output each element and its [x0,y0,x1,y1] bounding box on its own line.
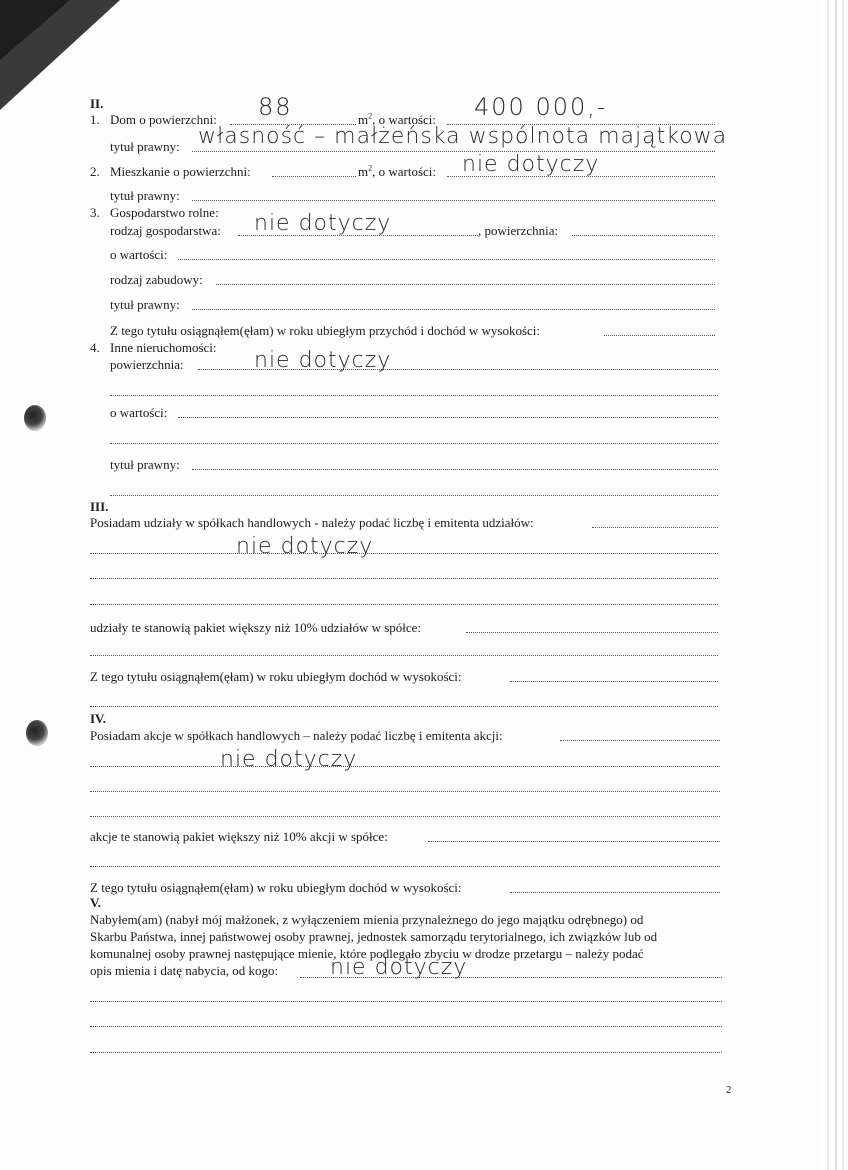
flat-area-dots [272,176,356,177]
shares-dots-2 [90,553,718,554]
stock-dots-1 [560,740,720,741]
acquisition-dots-3 [90,1026,722,1027]
flat-area-label: Mieszkanie o powierzchni: [110,164,251,179]
shares-value: nie dotyczy [236,534,374,559]
item-1-number: 1. [90,112,100,127]
other-title-label: tytuł prawny: [110,457,180,472]
stock-package-dots [428,841,720,842]
house-value: 400 000,- [474,93,608,121]
house-area-value: 88 [258,93,293,121]
acquisition-line-1: Nabyłem(am) (nabył mój małżonek, z wyłączeniem mienia przynależnego do jego majątku odrębnego) od [90,912,644,927]
stock-income-dots [510,892,720,893]
farm-label: Gospodarstwo rolne: [110,205,219,220]
other-area-dots-2 [110,395,718,396]
house-title-label: tytuł prawny: [110,139,180,154]
shares-dots-3 [90,578,718,579]
shares-income-dots-2 [90,706,718,707]
flat-title-dots [192,200,715,201]
acquisition-line-3: komunalnej osoby prawnej następujące mienie, które podlegało zbyciu w drodze przetargu – należy podać [90,946,644,961]
shares-income-dots [510,681,718,682]
farm-value-label: o wartości: [110,247,168,262]
acquisition-line-4: opis mienia i datę nabycia, od kogo: [90,963,279,978]
shares-package-dots [466,632,718,633]
other-title-dots [192,469,718,470]
page-number: 2 [726,1084,732,1096]
farm-value-dots [178,259,715,260]
shares-dots-4 [90,604,718,605]
section-ii-heading: II. [90,96,104,111]
item-4-number: 4. [90,340,100,355]
farm-type-label: rodzaj gospodarstwa: [110,223,221,238]
section-v-heading: V. [90,895,101,910]
acquisition-value: nie dotyczy [330,955,468,980]
stock-dots-2 [90,766,720,767]
acquisition-dots-2 [90,1001,722,1002]
house-area-unit: $m^2$, o wartości: [358,111,437,127]
other-property-label: Inne nieruchomości: [110,340,217,355]
stock-dots-3 [90,791,720,792]
shares-package-dots-2 [90,655,718,656]
shares-package-label: udziały te stanowią pakiet większy niż 10% udziałów w spółce: [90,620,422,635]
other-value-dots [178,417,718,418]
flat-area-unit: $m^2$, o wartości: [358,163,437,179]
farm-area-dots [572,235,715,236]
house-title-dots [192,151,715,152]
section-iii-heading: III. [90,499,109,514]
flat-title-label: tytuł prawny: [110,188,180,203]
other-value-label: o wartości: [110,405,168,420]
farm-income-dots [604,335,715,336]
stock-package-dots-2 [90,866,720,867]
stacked-pages-edge [818,0,848,1170]
farm-income-label: Z tego tytułu osiągnąłem(ęłam) w roku ubiegłym przychód i dochód w wysokości: [110,323,540,338]
acquisition-line-2: Skarbu Państwa, innej państwowej osoby prawnej, jednostek samorządu terytorialnego, ich związków lub od [90,929,658,944]
acquisition-dots-4 [90,1052,722,1053]
flat-value: nie dotyczy [462,152,600,177]
other-area-label: powierzchnia: [110,357,184,372]
farm-buildings-dots [216,284,715,285]
house-area-label: Dom o powierzchni: [110,112,217,127]
shares-dots-1 [592,527,718,528]
stock-package-label: akcje te stanowią pakiet większy niż 10% akcji w spółce: [90,829,388,844]
other-title-dots-2 [110,495,718,496]
other-value-dots-2 [110,443,718,444]
item-3-number: 3. [90,205,100,220]
punch-hole-bottom [26,720,48,746]
farm-area-label: , powierzchnia: [478,223,559,238]
folded-corner-shadow [0,0,150,120]
other-area-value: nie dotyczy [254,348,392,373]
farm-type-value: nie dotyczy [254,211,392,236]
item-2-number: 2. [90,164,100,179]
house-title-value: własność – małżeńska wspólnota majątkowa [198,124,728,149]
section-iv-heading: IV. [90,711,107,726]
farm-buildings-label: rodzaj zabudowy: [110,272,203,287]
farm-title-dots [192,309,715,310]
stock-dots-4 [90,816,720,817]
shares-income-label: Z tego tytułu osiągnąłem(ęłam) w roku ubiegłym dochód w wysokości: [90,669,462,684]
stock-income-label: Z tego tytułu osiągnąłem(ęłam) w roku ubiegłym dochód w wysokości: [90,880,462,895]
stock-value: nie dotyczy [220,747,358,772]
punch-hole-top [24,405,46,431]
stock-label: Posiadam akcje w spółkach handlowych – należy podać liczbę i emitenta akcji: [90,728,503,743]
shares-label: Posiadam udziały w spółkach handlowych - należy podać liczbę i emitenta udziałów: [90,515,534,530]
farm-title-label: tytuł prawny: [110,297,180,312]
